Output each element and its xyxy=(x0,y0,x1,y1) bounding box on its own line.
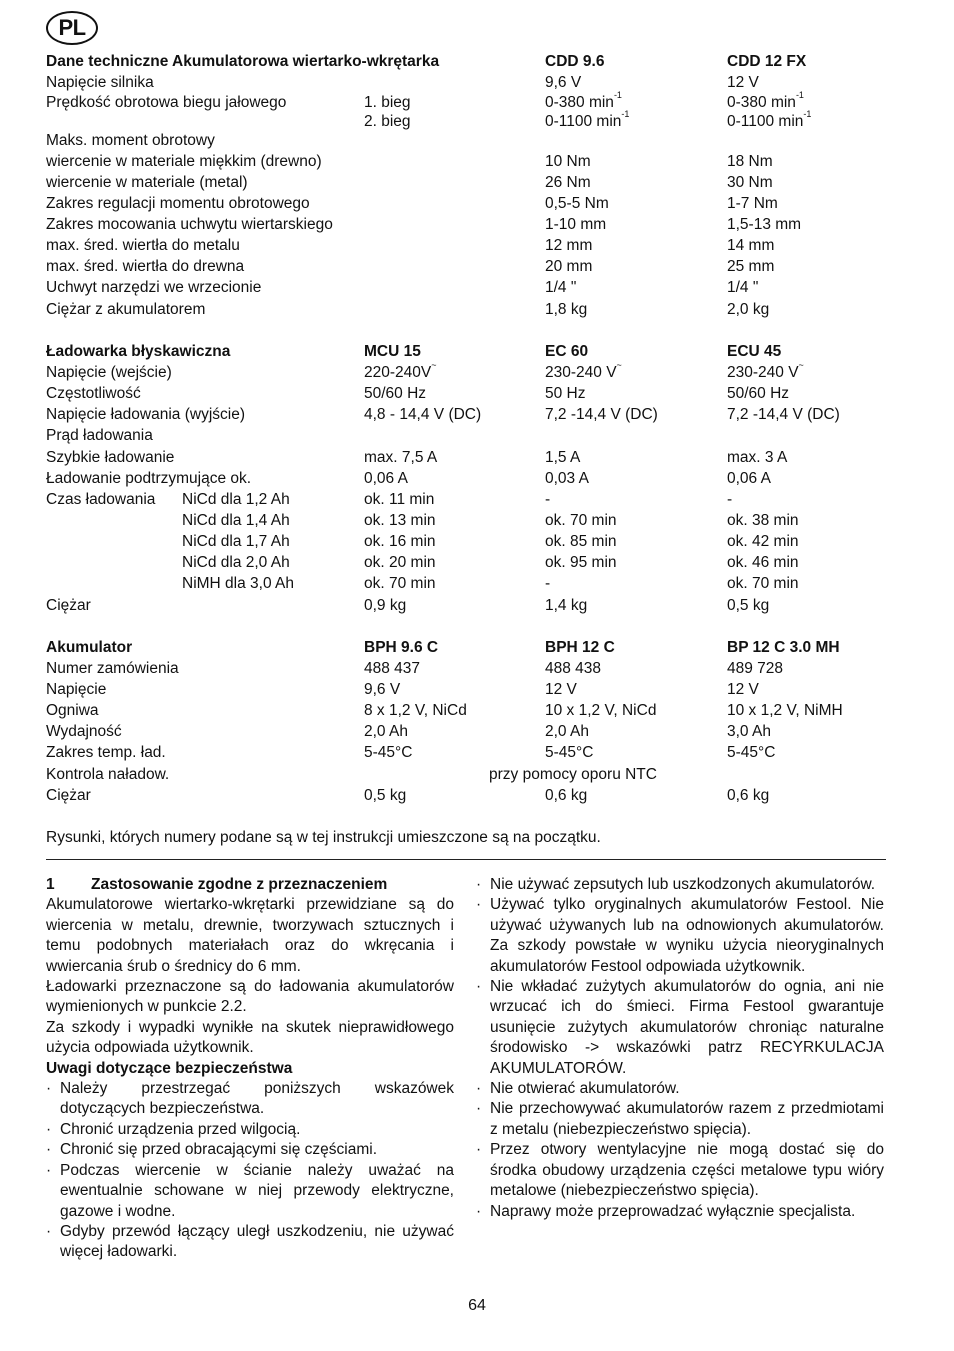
spec-value-ec-60 xyxy=(545,510,617,531)
spec-label xyxy=(46,658,179,679)
spec-value-cdd-12-text: 25 mm xyxy=(727,258,775,275)
spec-value-cdd-12 xyxy=(727,256,774,277)
spec-value-bph-9-6-text: 488 437 xyxy=(364,660,421,677)
spec-sublabel xyxy=(182,489,290,510)
spec-value-bp-12-mh xyxy=(727,721,771,742)
model-cdd-9-6 xyxy=(545,51,604,72)
spec-value-cdd-9-6-superscript: -1 xyxy=(621,109,630,119)
spec-value-bph-12 xyxy=(545,679,577,700)
spec-label-text: Ciężar xyxy=(46,597,91,614)
spec-value-bp-12-mh-text: 5-45°C xyxy=(727,744,776,761)
spec-label-text: Ładowanie podtrzymujące ok. xyxy=(46,470,252,487)
spec-value-cdd-12-text: 0-380 min xyxy=(727,94,796,111)
spec-sublabel xyxy=(182,510,290,531)
spec-value-ec-60 xyxy=(545,489,550,510)
spec-value-cdd-9-6-text: 20 mm xyxy=(545,258,593,275)
spec-value-cdd-9-6-text: 0-1100 min xyxy=(545,113,622,130)
spec-value-cdd-12 xyxy=(727,151,773,172)
spec-value-bp-12-mh xyxy=(727,742,775,763)
spec-sublabel-text: 1. bieg xyxy=(364,94,411,111)
spec-value-ec-60 xyxy=(545,447,580,468)
spec-label xyxy=(46,721,122,742)
spec-label xyxy=(46,404,245,425)
spec-value-ec-60-text: ok. 95 min xyxy=(545,554,617,571)
spec-label-text: Napięcie silnika xyxy=(46,74,154,91)
safety-item-text: Gdyby przewód łączący uległ uszkodzeniu, nie używać więcej ładowarki. xyxy=(60,1222,454,1261)
spec-value-bph-12-text: 12 V xyxy=(545,681,577,698)
spec-label xyxy=(46,362,172,383)
model-bph-9-6-c xyxy=(364,637,438,658)
spec-value-mcu-15-superscript: ~ xyxy=(431,360,437,370)
bullet-dot: · xyxy=(476,1100,482,1118)
spec-value-mcu-15 xyxy=(364,362,437,383)
spec-value-ecu-45-text: 0,06 A xyxy=(727,470,771,487)
spec-value-cdd-12 xyxy=(727,72,759,93)
spec-value-bp-12-mh-text: 12 V xyxy=(727,681,759,698)
spec-label-text: wiercenie w materiale miękkim (drewno) xyxy=(46,153,322,170)
spec-value-cdd-12-text: 1/4 " xyxy=(727,279,759,296)
spec-label xyxy=(46,785,91,806)
spec-value-cdd-9-6 xyxy=(545,151,591,172)
bullet-dot: · xyxy=(46,1161,52,1179)
bullet-dot: · xyxy=(476,896,482,914)
spec-value-bph-9-6-text: 0,5 kg xyxy=(364,787,407,804)
spec-value-mcu-15-text: 0,06 A xyxy=(364,470,408,487)
safety-item-text: Należy przestrzegać poniższych wskazówek dotyczących bezpieczeństwa. xyxy=(60,1080,454,1118)
spec-value-cdd-9-6-text: 10 Nm xyxy=(545,153,591,170)
spec-value-mcu-15-text: ok. 11 min xyxy=(364,491,435,508)
safety-item-text: Nie przechowywać akumulatorów razem z przedmiotami z metalu (niebezpieczeństwo spięcia). xyxy=(490,1100,884,1138)
safety-item-text: Nie używać zepsutych lub uszkodzonych akumulatorów. xyxy=(490,876,876,893)
spec-label-text: Ogniwa xyxy=(46,702,99,719)
model-mcu-15-text: MCU 15 xyxy=(364,343,421,360)
spec-value-ec-60 xyxy=(545,404,658,425)
spec-value-cdd-9-6 xyxy=(545,235,592,256)
spec-sublabel-text: NiCd dla 1,7 Ah xyxy=(182,533,290,550)
spec-label-text: max. śred. wiertła do drewna xyxy=(46,258,245,275)
spec-value-cdd-9-6-text: 1/4 " xyxy=(545,279,577,296)
spec-value-ec-60-text: 1,4 kg xyxy=(545,597,588,614)
spec-value-bp-12-mh-text: 10 x 1,2 V, NiMH xyxy=(727,702,843,719)
battery-table-title-text: Akumulator xyxy=(46,639,133,656)
spec-value-bph-12 xyxy=(545,700,656,721)
spec-value-bph-9-6-text: 5-45°C xyxy=(364,744,413,761)
drill-table-title xyxy=(46,51,439,72)
spec-sublabel-text: NiMH dla 3,0 Ah xyxy=(182,575,294,592)
section-title: Zastosowanie zgodne z przeznaczeniem xyxy=(91,876,388,893)
safety-item xyxy=(46,1161,454,1222)
model-bp-12-c-3-0-mh-text: BP 12 C 3.0 MH xyxy=(727,639,840,656)
safety-item xyxy=(46,1222,454,1263)
bullet-dot: · xyxy=(476,978,482,996)
safety-item xyxy=(476,977,884,1079)
spec-value-cdd-12 xyxy=(727,235,774,256)
spec-value-ec-60 xyxy=(545,573,550,594)
spec-value-cdd-12 xyxy=(727,214,801,235)
spec-label-text: Uchwyt narzędzi we wrzecionie xyxy=(46,279,262,296)
spec-value-cdd-9-6-text: 0-380 min xyxy=(545,94,614,111)
divider xyxy=(46,859,886,860)
spec-value-ecu-45-text: ok. 38 min xyxy=(727,512,799,529)
spec-value-ecu-45 xyxy=(727,383,789,404)
spec-value-ecu-45 xyxy=(727,510,799,531)
spec-value-ecu-45-text: ok. 42 min xyxy=(727,533,799,550)
spec-value-cdd-12 xyxy=(727,111,811,132)
spec-value-ec-60-text: 50 Hz xyxy=(545,385,586,402)
spec-label xyxy=(46,130,215,151)
bullet-dot: · xyxy=(46,1080,52,1098)
model-ec-60-text: EC 60 xyxy=(545,343,589,360)
language-badge: PL xyxy=(46,11,98,45)
safety-list-left xyxy=(46,1079,454,1263)
spec-value-mcu-15-text: 4,8 - 14,4 V (DC) xyxy=(364,406,482,423)
section-paragraph: Akumulatorowe wiertarko-wkrętarki przewidziane są do wiercenia w metalu, drewnie, tworzywach sztucznych i temu podobnych materiałach oraz do wkręcania i wwiercania śrub o średnicy do 6 mm. xyxy=(46,896,454,975)
battery-table-title xyxy=(46,637,132,658)
spec-value-mcu-15-text: 50/60 Hz xyxy=(364,385,427,402)
spec-label xyxy=(46,742,166,763)
safety-item xyxy=(476,1202,884,1222)
spec-value-ecu-45 xyxy=(727,552,799,573)
spec-value-mcu-15-text: ok. 20 min xyxy=(364,554,436,571)
spec-value-cdd-12 xyxy=(727,92,804,113)
spec-value-bph-12 xyxy=(545,721,589,742)
safety-item xyxy=(46,1079,454,1120)
spec-value-cdd-12-superscript: -1 xyxy=(803,109,812,119)
spec-value-ec-60-text: - xyxy=(545,491,551,508)
spec-value-ecu-45 xyxy=(727,489,732,510)
spec-sublabel xyxy=(364,111,411,132)
bullet-dot: · xyxy=(476,876,482,893)
spec-value-cdd-12-superscript: -1 xyxy=(795,90,804,100)
spec-value-ec-60-text: 1,5 A xyxy=(545,449,581,466)
spec-value-mcu-15 xyxy=(364,468,408,489)
section-paragraph: Za szkody i wypadki wynikłe na skutek nieprawidłowego użycia odpowiada użytkownik. xyxy=(46,1018,454,1057)
spec-value-shared xyxy=(489,764,657,785)
spec-value-ec-60-text: ok. 85 min xyxy=(545,533,617,550)
spec-value-shared-text: przy pomocy oporu NTC xyxy=(489,766,657,783)
spec-label xyxy=(46,468,251,489)
spec-value-ec-60-text: - xyxy=(545,575,551,592)
spec-value-ecu-45-text: 50/60 Hz xyxy=(727,385,790,402)
spec-value-cdd-9-6-text: 0,5-5 Nm xyxy=(545,195,609,212)
spec-label xyxy=(46,383,141,404)
spec-value-mcu-15 xyxy=(364,383,426,404)
safety-list-right xyxy=(476,875,884,1222)
spec-value-bp-12-mh xyxy=(727,679,759,700)
spec-value-bph-12-text: 2,0 Ah xyxy=(545,723,589,740)
bullet-dot: · xyxy=(476,1080,482,1098)
spec-label-text: Wydajność xyxy=(46,723,122,740)
safety-item-text: Przez otwory wentylacyjne nie mogą dostać się do środka obudowy urządzenia części metalowe typu wióry metalowe (niebezpieczeństwo spięcia). xyxy=(490,1141,884,1200)
spec-value-ecu-45-text: 0,5 kg xyxy=(727,597,770,614)
spec-label-text: Ciężar z akumulatorem xyxy=(46,301,206,318)
spec-value-bph-9-6-text: 2,0 Ah xyxy=(364,723,408,740)
spec-value-cdd-12-text: 18 Nm xyxy=(727,153,773,170)
model-bph-9-6-c-text: BPH 9.6 C xyxy=(364,639,439,656)
safety-item xyxy=(46,1120,454,1140)
safety-item-text: Chronić się przed obracającymi się częściami. xyxy=(60,1141,378,1159)
spec-value-cdd-12-text: 14 mm xyxy=(727,237,775,254)
spec-value-mcu-15 xyxy=(364,595,406,616)
spec-value-ecu-45-text: - xyxy=(727,491,733,508)
spec-value-cdd-9-6-text: 1,8 kg xyxy=(545,301,588,318)
spec-label-text: Numer zamówienia xyxy=(46,660,179,677)
spec-value-mcu-15-text: ok. 13 min xyxy=(364,512,436,529)
spec-value-cdd-9-6 xyxy=(545,72,581,93)
spec-value-mcu-15 xyxy=(364,489,434,510)
spec-value-bph-12 xyxy=(545,742,593,763)
spec-value-bp-12-mh-text: 0,6 kg xyxy=(727,787,770,804)
model-bph-12-c-text: BPH 12 C xyxy=(545,639,615,656)
bullet-dot: · xyxy=(46,1120,52,1138)
safety-item xyxy=(476,875,884,895)
spec-value-mcu-15 xyxy=(364,552,436,573)
spec-sublabel-text: NiCd dla 1,4 Ah xyxy=(182,512,290,529)
figures-note: Rysunki, których numery podane są w tej instrukcji umieszczone są na początku. xyxy=(46,829,601,846)
spec-value-cdd-9-6 xyxy=(545,172,591,193)
spec-value-ecu-45-text: max. 3 A xyxy=(727,449,788,466)
spec-value-ec-60-text: ok. 70 min xyxy=(545,512,617,529)
spec-sublabel-text: NiCd dla 2,0 Ah xyxy=(182,554,290,571)
spec-value-ecu-45 xyxy=(727,362,804,383)
spec-value-cdd-9-6 xyxy=(545,92,622,113)
spec-label-text: Zakres temp. ład. xyxy=(46,744,166,761)
spec-value-cdd-12-text: 12 V xyxy=(727,74,759,91)
spec-value-cdd-9-6-text: 12 mm xyxy=(545,237,593,254)
spec-value-ec-60 xyxy=(545,468,589,489)
spec-value-mcu-15-text: ok. 16 min xyxy=(364,533,436,550)
spec-label-text: Ciężar xyxy=(46,787,91,804)
spec-label xyxy=(46,679,106,700)
spec-value-ec-60-text: 7,2 -14,4 V (DC) xyxy=(545,406,658,423)
spec-value-ecu-45 xyxy=(727,573,799,594)
spec-label-text: wiercenie w materiale (metal) xyxy=(46,174,248,191)
spec-label-text: Szybkie ładowanie xyxy=(46,449,175,466)
spec-value-mcu-15 xyxy=(364,573,436,594)
spec-value-cdd-9-6 xyxy=(545,299,587,320)
spec-value-mcu-15-text: 220-240V xyxy=(364,364,432,381)
spec-value-cdd-9-6 xyxy=(545,256,592,277)
drill-table-title-text: Dane techniczne Akumulatorowa wiertarko-wkrętarka xyxy=(46,53,440,70)
model-bp-12-c-3-0-mh xyxy=(727,637,840,658)
spec-value-bp-12-mh-text: 3,0 Ah xyxy=(727,723,771,740)
spec-label xyxy=(46,172,248,193)
right-column xyxy=(476,875,884,1222)
spec-value-ecu-45-text: ok. 46 min xyxy=(727,554,799,571)
section-heading xyxy=(46,875,454,895)
spec-value-bp-12-mh xyxy=(727,658,783,679)
spec-value-bp-12-mh xyxy=(727,700,843,721)
spec-value-cdd-9-6 xyxy=(545,277,576,298)
page-number: 64 xyxy=(468,1297,486,1314)
spec-label xyxy=(46,214,333,235)
model-cdd-9-6-text: CDD 9.6 xyxy=(545,53,605,70)
spec-value-ecu-45 xyxy=(727,595,769,616)
spec-value-mcu-15 xyxy=(364,447,437,468)
spec-value-ecu-45-text: 7,2 -14,4 V (DC) xyxy=(727,406,840,423)
spec-value-cdd-12 xyxy=(727,299,769,320)
spec-value-ec-60 xyxy=(545,362,622,383)
spec-value-cdd-9-6-superscript: -1 xyxy=(613,90,622,100)
safety-item xyxy=(476,1099,884,1140)
spec-sublabel xyxy=(182,573,294,594)
spec-label xyxy=(46,489,155,510)
spec-label xyxy=(46,256,244,277)
spec-label-text: Napięcie (wejście) xyxy=(46,364,172,381)
spec-label xyxy=(46,235,240,256)
spec-value-bph-12-text: 5-45°C xyxy=(545,744,594,761)
spec-value-cdd-12 xyxy=(727,193,778,214)
spec-value-bp-12-mh-text: 489 728 xyxy=(727,660,784,677)
spec-value-cdd-9-6-text: 26 Nm xyxy=(545,174,591,191)
spec-value-cdd-9-6-text: 1-10 mm xyxy=(545,216,607,233)
spec-label-text: Kontrola naładow. xyxy=(46,766,170,783)
spec-label-text: Napięcie ładowania (wyjście) xyxy=(46,406,246,423)
safety-heading: Uwagi dotyczące bezpieczeństwa xyxy=(46,1059,293,1077)
section-number: 1 xyxy=(46,876,55,893)
spec-value-ec-60 xyxy=(545,531,617,552)
spec-value-bph-9-6 xyxy=(364,658,420,679)
spec-label-text: Zakres regulacji momentu obrotowego xyxy=(46,195,310,212)
model-ecu-45 xyxy=(727,341,781,362)
bullet-dot: · xyxy=(46,1222,52,1240)
spec-value-ec-60 xyxy=(545,552,617,573)
safety-item xyxy=(46,1140,454,1160)
spec-sublabel-text: 2. bieg xyxy=(364,113,411,130)
spec-value-bph-9-6-text: 9,6 V xyxy=(364,681,401,698)
safety-item-text: Używać tylko oryginalnych akumulatorów Festool. Nie używać używanych lub na odnowionych akumulatorów. Za szkody powstałe w wyniku użycia nieoryginalnych akumulatorów Festool odpowiada użytkownik. xyxy=(490,896,884,975)
spec-value-bph-12-text: 10 x 1,2 V, NiCd xyxy=(545,702,657,719)
safety-item-text: Nie otwierać akumulatorów. xyxy=(490,1080,680,1098)
spec-label-text: Maks. moment obrotowy xyxy=(46,132,215,149)
spec-value-ecu-45-superscript: ~ xyxy=(798,360,804,370)
spec-label xyxy=(46,72,154,93)
bullet-dot: · xyxy=(46,1141,52,1159)
spec-label xyxy=(46,425,153,446)
spec-value-ec-60-superscript: ~ xyxy=(616,360,622,370)
bullet-dot: · xyxy=(476,1202,482,1220)
spec-sublabel xyxy=(182,531,290,552)
spec-value-bph-9-6-text: 8 x 1,2 V, NiCd xyxy=(364,702,467,719)
spec-value-cdd-12-text: 1-7 Nm xyxy=(727,195,778,212)
spec-value-ecu-45 xyxy=(727,447,787,468)
model-ec-60 xyxy=(545,341,588,362)
spec-value-cdd-9-6 xyxy=(545,111,629,132)
spec-label xyxy=(46,595,91,616)
spec-value-bph-9-6 xyxy=(364,785,406,806)
spec-value-bph-9-6 xyxy=(364,742,412,763)
spec-value-bph-9-6 xyxy=(364,721,408,742)
spec-value-bp-12-mh xyxy=(727,785,769,806)
spec-value-bph-12-text: 0,6 kg xyxy=(545,787,588,804)
spec-value-mcu-15-text: max. 7,5 A xyxy=(364,449,438,466)
spec-value-mcu-15-text: ok. 70 min xyxy=(364,575,436,592)
spec-label xyxy=(46,700,99,721)
section-paragraph: Ładowarki przeznaczone są do ładowania akumulatorów wymienionych w punkcie 2.2. xyxy=(46,978,454,1016)
spec-value-mcu-15 xyxy=(364,510,436,531)
spec-value-mcu-15 xyxy=(364,404,481,425)
spec-value-ecu-45-text: 230-240 V xyxy=(727,364,799,381)
spec-value-cdd-12 xyxy=(727,172,773,193)
spec-label xyxy=(46,299,205,320)
spec-label xyxy=(46,764,169,785)
spec-value-ec-60-text: 230-240 V xyxy=(545,364,617,381)
left-column xyxy=(46,875,454,1263)
safety-item-text: Nie wkładać zużytych akumulatorów do ognia, ani nie wrzucać ich do śmieci. Firma Festool gwarantuje usunięcie zużytych akumulatorów chroniąc naturalne środowisko -> wskazówki patrz RECYRKULACJA AKUMULATORÓW. xyxy=(490,978,884,1077)
spec-label xyxy=(46,193,310,214)
spec-label-text: Napięcie xyxy=(46,681,107,698)
spec-value-ec-60-text: 0,03 A xyxy=(545,470,589,487)
spec-value-mcu-15 xyxy=(364,531,436,552)
spec-label-text: Prędkość obrotowa biegu jałowego xyxy=(46,94,287,111)
safety-item xyxy=(476,895,884,977)
model-mcu-15 xyxy=(364,341,421,362)
model-ecu-45-text: ECU 45 xyxy=(727,343,782,360)
model-bph-12-c xyxy=(545,637,615,658)
spec-value-bph-12 xyxy=(545,658,601,679)
spec-value-bph-9-6 xyxy=(364,700,467,721)
safety-item xyxy=(476,1079,884,1099)
spec-value-mcu-15-text: 0,9 kg xyxy=(364,597,407,614)
spec-label xyxy=(46,151,322,172)
spec-label xyxy=(46,92,286,113)
spec-value-ecu-45 xyxy=(727,404,840,425)
safety-item-text: Podczas wiercenie w ścianie należy uważać na ewentualnie schowane w niej przewody elektryczne, gazowe i wodne. xyxy=(60,1161,454,1220)
spec-value-ecu-45-text: ok. 70 min xyxy=(727,575,799,592)
spec-value-ec-60 xyxy=(545,595,587,616)
spec-label-text: Zakres mocowania uchwytu wiertarskiego xyxy=(46,216,333,233)
spec-value-bph-9-6 xyxy=(364,679,400,700)
safety-item xyxy=(476,1140,884,1201)
spec-value-cdd-9-6 xyxy=(545,214,606,235)
spec-value-ecu-45 xyxy=(727,468,771,489)
spec-label-text: max. śred. wiertła do metalu xyxy=(46,237,240,254)
spec-label xyxy=(46,277,261,298)
spec-value-cdd-9-6-text: 9,6 V xyxy=(545,74,582,91)
charger-table-title xyxy=(46,341,230,362)
spec-label xyxy=(46,447,174,468)
spec-label-text: Częstotliwość xyxy=(46,385,141,402)
spec-sublabel xyxy=(182,552,290,573)
spec-label-text: Czas ładowania xyxy=(46,491,156,508)
spec-sublabel-text: NiCd dla 1,2 Ah xyxy=(182,491,290,508)
spec-value-ec-60 xyxy=(545,383,586,404)
spec-value-bph-12-text: 488 438 xyxy=(545,660,602,677)
safety-item-text: Chronić urządzenia przed wilgocią. xyxy=(60,1120,301,1138)
spec-value-cdd-12-text: 0-1100 min xyxy=(727,113,804,130)
spec-value-cdd-12-text: 30 Nm xyxy=(727,174,773,191)
spec-sublabel xyxy=(364,92,411,113)
model-cdd-12-fx-text: CDD 12 FX xyxy=(727,53,807,70)
bullet-dot: · xyxy=(476,1141,482,1159)
spec-value-bph-12 xyxy=(545,785,587,806)
charger-table-title-text: Ładowarka błyskawiczna xyxy=(46,343,231,360)
model-cdd-12-fx xyxy=(727,51,806,72)
spec-value-ecu-45 xyxy=(727,531,799,552)
safety-item-text: Naprawy może przeprowadzać wyłącznie specjalista. xyxy=(490,1202,856,1220)
spec-value-cdd-12 xyxy=(727,277,758,298)
spec-value-cdd-12-text: 2,0 kg xyxy=(727,301,770,318)
spec-value-cdd-12-text: 1,5-13 mm xyxy=(727,216,802,233)
spec-value-cdd-9-6 xyxy=(545,193,609,214)
spec-label-text: Prąd ładowania xyxy=(46,427,153,444)
